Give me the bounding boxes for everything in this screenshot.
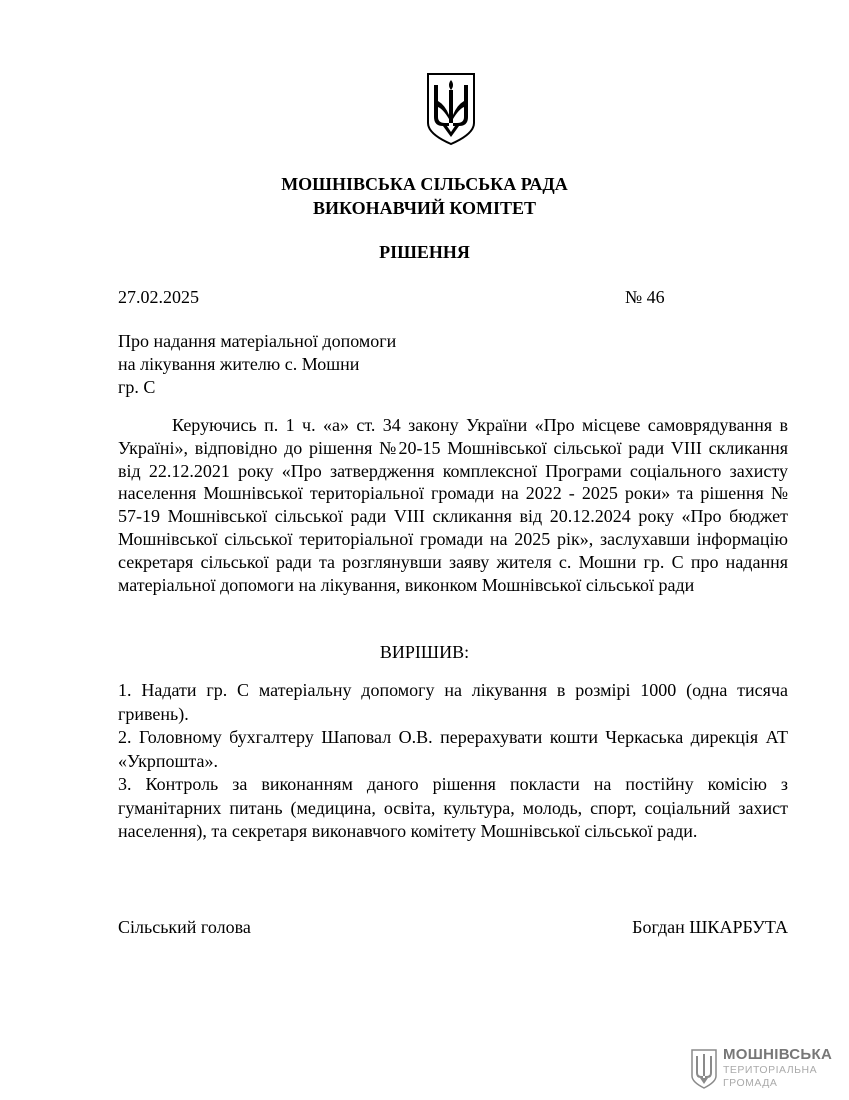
document-type: РІШЕННЯ bbox=[379, 242, 470, 262]
resolution-items bbox=[118, 679, 788, 844]
trident-emblem-icon bbox=[425, 71, 477, 147]
community-emblem-icon bbox=[690, 1048, 718, 1090]
document-date: 27.02.2025 bbox=[118, 287, 199, 307]
document-number: № 46 bbox=[625, 287, 665, 307]
org-name: МОШНІВСЬКА СІЛЬСЬКА РАДА bbox=[281, 174, 568, 194]
resolution-item: 3. Контроль за виконанням даного рішення покласти на постійну комісію з гуманітарних питань (медицина, освіта, культура, молодь, спорт, соціальний захист населення), та секретаря виконавчого комітету Мошнівської сільської ради. bbox=[118, 774, 788, 841]
decided-heading: ВИРІШИВ: bbox=[379, 642, 470, 662]
document-subject bbox=[118, 330, 396, 399]
org-subdivision: ВИКОНАВЧИЙ КОМІТЕТ bbox=[312, 198, 537, 218]
community-name-line2: ТЕРИТОРІАЛЬНА bbox=[723, 1064, 818, 1076]
resolution-item: 2. Головному бухгалтеру Шаповал О.В. перерахувати кошти Черкаська дирекція АТ «Укрпошта». bbox=[118, 727, 788, 771]
signatory-name: Богдан ШКАРБУТА bbox=[632, 917, 788, 937]
community-logo bbox=[690, 1046, 840, 1092]
subject-line: Про надання матеріальної допомоги bbox=[118, 331, 397, 351]
signatory-title: Сільський голова bbox=[118, 917, 251, 937]
resolution-item: 1. Надати гр. С матеріальну допомогу на лікування в розмірі 1000 (одна тисяча гривень). bbox=[118, 680, 788, 724]
preamble-paragraph: Керуючись п. 1 ч. «а» ст. 34 закону України «Про місцеве самоврядування в Україні», відповідно до рішення №20-15 Мошнівської сільської ради VIII скликання від 22.12.2021 року «Про затвердження комплексної Програми соціального захисту населення Мошнівської територіальної громади на 2022 - 2025 роки» та рішення № 57-19 Мошнівської сільської ради VIII скликання від 20.12.2024 року «Про бюджет Мошнівської сільської територіальної громади на 2025 рік», заслухавши інформацію секретаря сільської ради та розглянувши заяву жителя с. Мошни гр. С про надання матеріальної допомоги на лікування, виконком Мошнівської сільської ради bbox=[118, 415, 788, 595]
subject-line: на лікування жителю с. Мошни bbox=[118, 354, 360, 374]
community-name-line3: ГРОМАДА bbox=[723, 1077, 778, 1089]
community-name: МОШНІВСЬКА bbox=[723, 1046, 833, 1063]
subject-line: гр. С bbox=[118, 377, 156, 397]
